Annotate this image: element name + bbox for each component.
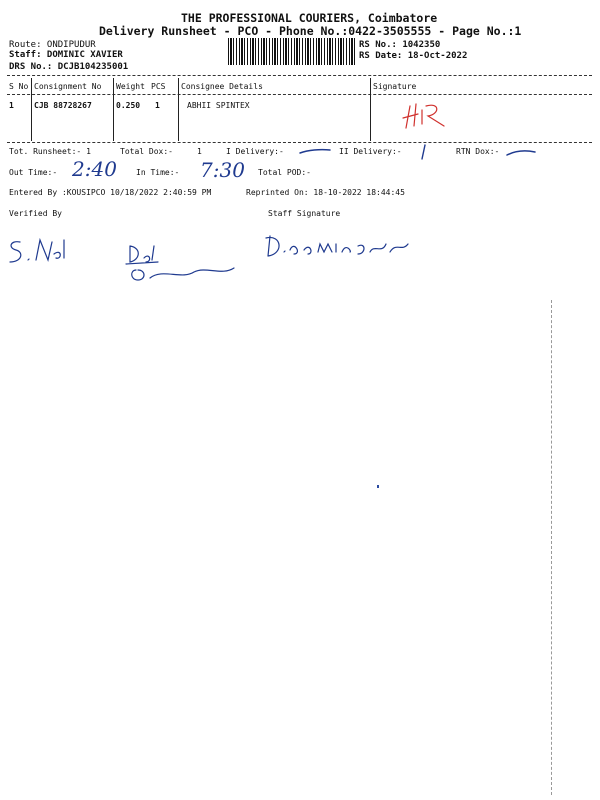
company-title: THE PROFESSIONAL COURIERS, Coimbatore	[181, 11, 438, 25]
i-delivery-dash-mark	[298, 146, 332, 156]
rs-date: RS Date: 18-Oct-2022	[359, 51, 468, 61]
out-time-label: Out Time:-	[9, 168, 58, 177]
staff-label: Staff: DOMINIC XAVIER	[9, 50, 123, 60]
route-label: Route: ONDIPUDUR	[9, 40, 96, 50]
row-signature-handwritten	[400, 96, 450, 132]
reprinted-on: Reprinted On: 18-10-2022 18:44:45	[246, 188, 405, 197]
rtn-dox-dash-mark	[505, 148, 537, 158]
total-dox-value: 1	[197, 147, 202, 156]
row-weight: 0.250	[116, 101, 141, 110]
col-header-consignment: Consignment No	[34, 82, 102, 91]
ink-speck	[377, 485, 379, 488]
total-pod-label: Total POD:-	[258, 168, 311, 177]
rtn-dox-label: RTN Dox:-	[456, 147, 500, 156]
runsheet-title: Delivery Runsheet - PCO - Phone No.:0422-3505555 - Page No.:1	[99, 24, 522, 38]
in-time-label: In Time:-	[136, 168, 180, 177]
verified-by-signature	[6, 234, 72, 270]
drs-number: DRS No.: DCJB104235001	[9, 62, 129, 72]
staff-signature-label: Staff Signature	[268, 209, 341, 218]
col-header-consignee: Consignee Details	[181, 82, 263, 91]
total-dox-label: Total Dox:-	[120, 147, 173, 156]
col-header-signature: Signature	[373, 82, 417, 91]
table-bottom-rule	[7, 142, 592, 143]
out-time-handwritten: 2:40	[72, 157, 117, 181]
row-pcs: 1	[155, 101, 160, 110]
row-sno: 1	[9, 101, 14, 110]
ii-delivery-label: II Delivery:-	[339, 147, 402, 156]
staff-initials-signature	[122, 240, 242, 290]
col-header-sno: S No	[9, 82, 29, 91]
entered-by: Entered By :KOUSIPCO 10/18/2022 2:40:59 PM	[9, 188, 212, 197]
col-divider	[31, 78, 32, 141]
col-divider	[178, 78, 179, 141]
col-header-pcs: PCS	[151, 82, 166, 91]
rs-number: RS No.: 1042350	[359, 40, 441, 50]
verified-by-label: Verified By	[9, 209, 62, 218]
i-delivery-label: I Delivery:-	[226, 147, 284, 156]
col-divider	[370, 78, 371, 141]
table-top-rule	[7, 75, 592, 76]
col-header-weight: Weight	[116, 82, 145, 91]
in-time-handwritten: 7:30	[200, 158, 245, 182]
tot-runsheet: Tot. Runsheet:- 1	[9, 147, 91, 156]
scan-fold-line	[551, 300, 552, 795]
barcode	[228, 38, 355, 65]
ii-delivery-mark	[418, 143, 430, 161]
row-consignment: CJB 88728267	[34, 101, 92, 110]
row-consignee: ABHII SPINTEX	[187, 101, 250, 110]
table-header-rule	[7, 94, 592, 95]
col-divider	[113, 78, 114, 141]
staff-name-signature	[262, 232, 412, 262]
